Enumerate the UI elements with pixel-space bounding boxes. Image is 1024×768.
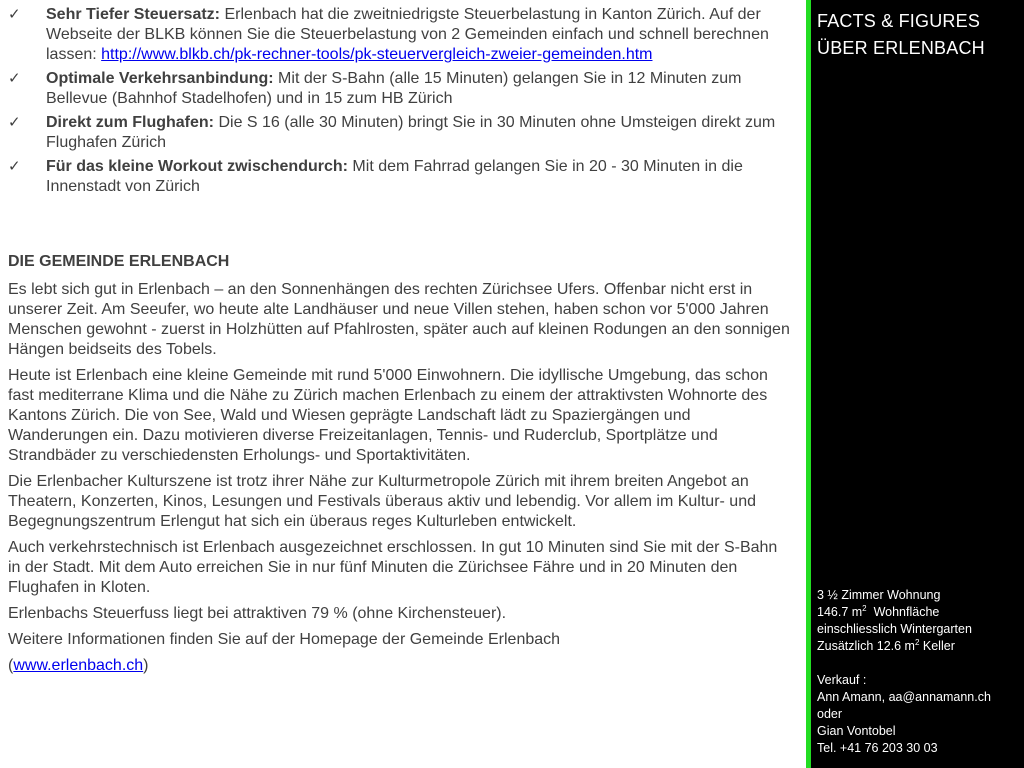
- paragraph: Weitere Informationen finden Sie auf der Homepage der Gemeinde Erlenbach: [8, 631, 561, 648]
- paragraph: Auch verkehrstechnisch ist Erlenbach ausgezeichnet erschlossen. In gut 10 Minuten sind Sie mit der S-Bahn in der Stadt. Mit dem Auto erreichen Sie in nur fünf Minuten die Zürichsee Fähre und in 20 Minuten den Flughafen in Kloten.: [8, 539, 778, 596]
- living-area-label: Wohnfläche: [866, 605, 940, 619]
- bullet-heading: Sehr Tiefer Steuersatz:: [46, 6, 220, 23]
- garden-fact: einschliesslich Wintergarten: [817, 622, 972, 636]
- cellar-value: Zusätzlich 12.6 m: [817, 639, 915, 653]
- contact-agent: Gian Vontobel: [817, 724, 896, 738]
- cellar-label: Keller: [919, 639, 955, 653]
- erlenbach-homepage-link[interactable]: www.erlenbach.ch: [13, 657, 144, 674]
- rooms-fact: 3 ½ Zimmer Wohnung: [817, 588, 941, 602]
- bullet-heading: Optimale Verkehrsanbindung:: [46, 70, 274, 87]
- list-item: [8, 69, 798, 109]
- section-title: DIE GEMEINDE ERLENBACH: [8, 253, 230, 270]
- bullet-text: Mit dem Fahrrad gelangen Sie in 20 - 30 Minuten in die Innenstadt von Zürich: [46, 158, 743, 195]
- cellar-fact: [817, 638, 972, 655]
- bullet-text: Erlenbach hat die zweitniedrigste Steuerbelastung in Kanton Zürich. Auf der Webseite der BLKB können Sie die Steuerbelastung von 2 Gemeinden einfach und schnell berechnen lassen:: [46, 6, 769, 63]
- checkmark-icon: ✓: [8, 114, 21, 131]
- sidebar-title-line: FACTS & FIGURES: [817, 11, 981, 31]
- list-item: [8, 113, 798, 153]
- sales-contact: [817, 672, 991, 757]
- list-item: [8, 157, 798, 197]
- sidebar-title-line: ÜBER ERLENBACH: [817, 38, 985, 58]
- paragraph: Die Erlenbacher Kulturszene ist trotz ihrer Nähe zur Kulturmetropole Zürich mit ihrem breiten Angebot an Theatern, Konzerten, Kinos, Lesungen und Festivals überaus aktiv und lebendig. Vor allem im Kultur- und Begegnungszentrum Erlengut hat sich ein überaus reges Kulturleben entwickelt.: [8, 473, 756, 530]
- checkmark-icon: ✓: [8, 158, 21, 175]
- paragraph: Es lebt sich gut in Erlenbach – an den Sonnenhängen des rechten Zürichsee Ufers. Offenbar nicht erst in unserer Zeit. Am Seeufer, wo heute alte Landhäuser und neue Villen stehen, haben schon vor 5'000 Jahren Menschen gewohnt - zuerst in Holzhütten auf Pfahlrosten, später auch auf kleinen Rodungen an den sonnigen Hängen beidseits des Tobels.: [8, 281, 790, 358]
- bullet-heading: Für das kleine Workout zwischendurch:: [46, 158, 348, 175]
- contact-or: oder: [817, 707, 843, 721]
- bullet-heading: Direkt zum Flughafen:: [46, 114, 215, 131]
- paragraph: Heute ist Erlenbach eine kleine Gemeinde mit rund 5'000 Einwohnern. Die idyllische Umgebung, das schon fast mediterrane Klima und die Nähe zu Zürich machen Erlenbach zu einem der attraktivsten Wohnorte des Kantons Zürich. Die von See, Wald und Wiesen geprägte Landschaft lädt zu Spaziergängen und Wanderungen ein. Dazu motivieren diverse Freizeitanlagen, Tennis- und Ruderclub, Sportplätze und Strandbäder zu verschiedensten Erholungs- und Sportaktivitäten.: [8, 367, 768, 464]
- checkmark-icon: ✓: [8, 70, 21, 87]
- bullet-text: Mit der S-Bahn (alle 15 Minuten) gelangen Sie in 12 Minuten zum Bellevue (Bahnhof Stadelhofen) und in 15 zum HB Zürich: [46, 70, 742, 107]
- homepage-line: [8, 656, 793, 676]
- superscript: 2: [914, 637, 920, 647]
- contact-agent: Ann Amann, aa@annamann.ch: [817, 690, 991, 704]
- paren-open: (: [8, 657, 14, 674]
- contact-label: Verkauf :: [817, 673, 867, 687]
- blkb-tax-link[interactable]: http://www.blkb.ch/pk-rechner-tools/pk-steuervergleich-zweier-gemeinden.htm: [101, 46, 653, 63]
- paragraph: Erlenbachs Steuerfuss liegt bei attraktiven 79 % (ohne Kirchensteuer).: [8, 605, 507, 622]
- description-paragraphs: [8, 280, 793, 682]
- sidebar-title: [817, 8, 985, 62]
- benefits-list: [8, 5, 798, 201]
- contact-phone: Tel. +41 76 203 30 03: [817, 741, 938, 755]
- living-area-value: 146.7 m: [817, 605, 863, 619]
- superscript: 2: [862, 603, 867, 613]
- apartment-facts: [817, 587, 972, 655]
- bullet-text: Die S 16 (alle 30 Minuten) bringt Sie in 30 Minuten ohne Umsteigen direkt zum Flughafen Zürich: [46, 114, 776, 151]
- living-area-fact: [817, 604, 972, 621]
- checkmark-icon: ✓: [8, 6, 21, 23]
- list-item: [8, 5, 798, 65]
- paren-close: ): [143, 657, 149, 674]
- facts-sidebar: [811, 0, 1024, 768]
